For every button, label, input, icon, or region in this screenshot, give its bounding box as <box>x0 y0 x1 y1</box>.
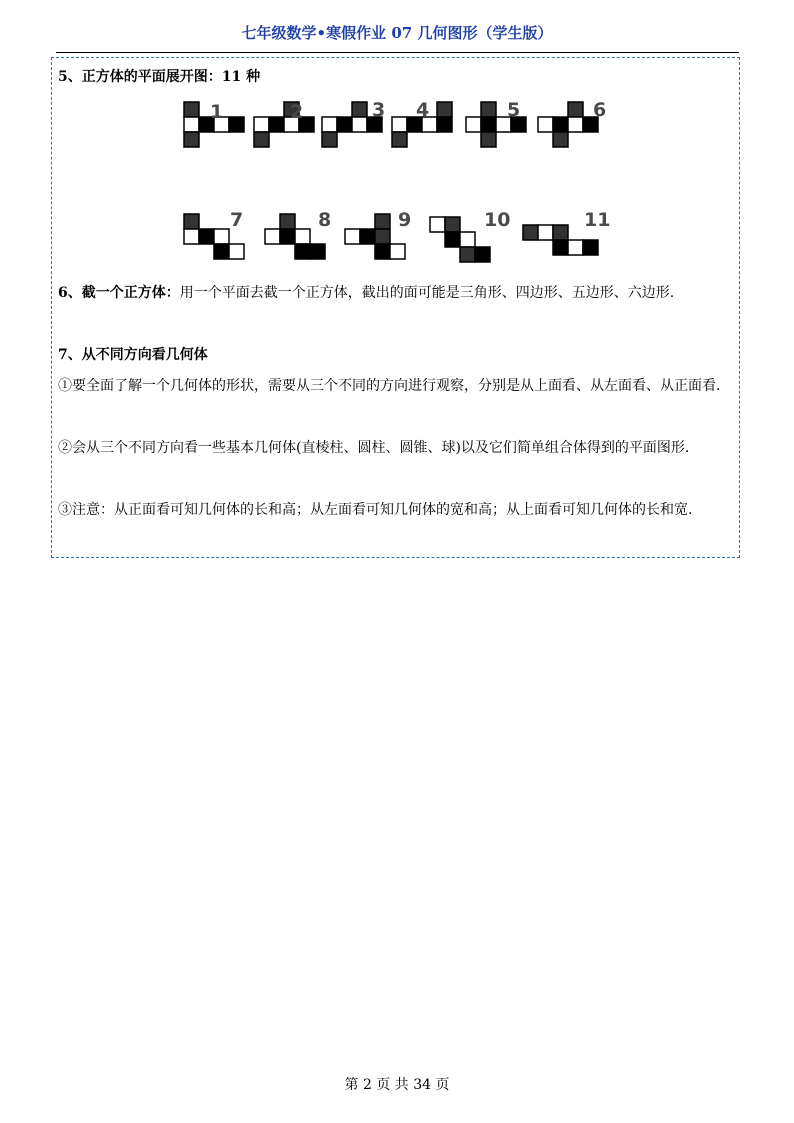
net-face <box>445 232 460 247</box>
net-face <box>295 229 310 244</box>
net-face <box>553 132 568 147</box>
net-face <box>254 117 269 132</box>
cube-net-11 <box>523 209 610 255</box>
section-7-point-2: ②会从三个不同方向看一些基本几何体(直棱柱、圆柱、圆锥、球)以及它们简单组合体得到的平面图形. <box>58 440 690 456</box>
section-6-body: 用一个平面去截一个正方体，截出的面可能是三角形、四边形、五边形、六边形. <box>179 285 675 301</box>
net-face <box>375 229 390 244</box>
section-7-point-1: ①要全面了解一个几何体的形状，需要从三个不同的方向进行观察，分别是从上面看、从左面看、从正面看. <box>58 378 721 394</box>
net-face <box>523 225 538 240</box>
net-face <box>214 244 229 259</box>
cube-nets-figure <box>0 0 794 270</box>
cube-net-2 <box>254 101 314 147</box>
section-5-title: 5、正方体的平面展开图：11 种 <box>58 69 261 85</box>
net-face <box>322 132 337 147</box>
net-face <box>352 117 367 132</box>
net-face <box>280 229 295 244</box>
section-6-title: 6、截一个正方体： <box>58 285 180 301</box>
net-face <box>184 117 199 132</box>
net-face <box>460 247 475 262</box>
net-face <box>184 102 199 117</box>
net-face <box>553 225 568 240</box>
net-face <box>184 132 199 147</box>
net-face <box>229 244 244 259</box>
net-label: 9 <box>398 209 412 231</box>
net-face <box>265 229 280 244</box>
net-face <box>568 240 583 255</box>
cube-net-5 <box>466 99 526 147</box>
net-label: 11 <box>584 209 611 231</box>
net-face <box>280 214 295 229</box>
cube-net-1 <box>184 101 244 147</box>
net-face <box>322 117 337 132</box>
net-face <box>481 102 496 117</box>
net-face <box>345 229 360 244</box>
net-face <box>352 102 367 117</box>
net-face <box>269 117 284 132</box>
net-label: 7 <box>230 209 244 231</box>
cube-net-9 <box>345 209 411 259</box>
net-face <box>392 132 407 147</box>
net-label: 10 <box>484 209 511 231</box>
net-label: 1 <box>210 101 224 123</box>
net-face <box>310 244 325 259</box>
page-header: 七年级数学•寒假作业 07 几何图形（学生版） <box>241 24 553 42</box>
net-face <box>538 225 553 240</box>
net-face <box>481 132 496 147</box>
net-face <box>437 102 452 117</box>
net-face <box>466 117 481 132</box>
net-face <box>475 247 490 262</box>
net-face <box>375 214 390 229</box>
cube-net-6 <box>538 99 606 147</box>
cube-net-10 <box>430 209 510 262</box>
net-face <box>568 102 583 117</box>
page-footer: 第 2 页 共 34 页 <box>344 1077 450 1093</box>
net-face <box>568 117 583 132</box>
net-label: 5 <box>507 99 521 121</box>
net-face <box>437 117 452 132</box>
net-face <box>214 229 229 244</box>
net-face <box>392 117 407 132</box>
section-7-title: 7、从不同方向看几何体 <box>58 347 208 363</box>
net-label: 2 <box>290 101 304 123</box>
net-face <box>583 240 598 255</box>
net-face <box>184 214 199 229</box>
net-label: 3 <box>372 99 386 121</box>
section-6 <box>58 278 740 309</box>
net-face <box>199 229 214 244</box>
net-face <box>337 117 352 132</box>
net-face <box>229 117 244 132</box>
net-label: 4 <box>416 99 430 121</box>
net-face <box>360 229 375 244</box>
net-face <box>430 217 445 232</box>
net-face <box>254 132 269 147</box>
net-face <box>553 240 568 255</box>
net-face <box>445 217 460 232</box>
cube-net-7 <box>184 209 244 259</box>
section-7-point-3: ③注意：从正面看可知几何体的长和高；从左面看可知几何体的宽和高；从上面看可知几何体的长和宽. <box>58 502 693 518</box>
net-face <box>553 117 568 132</box>
net-label: 6 <box>593 99 607 121</box>
net-face <box>375 244 390 259</box>
cube-net-8 <box>265 209 331 259</box>
net-face <box>184 229 199 244</box>
net-face <box>460 232 475 247</box>
cube-net-3 <box>322 99 385 147</box>
net-face <box>390 244 405 259</box>
net-face <box>538 117 553 132</box>
net-face <box>295 244 310 259</box>
cube-net-4 <box>392 99 452 147</box>
net-label: 8 <box>318 209 332 231</box>
net-face <box>481 117 496 132</box>
